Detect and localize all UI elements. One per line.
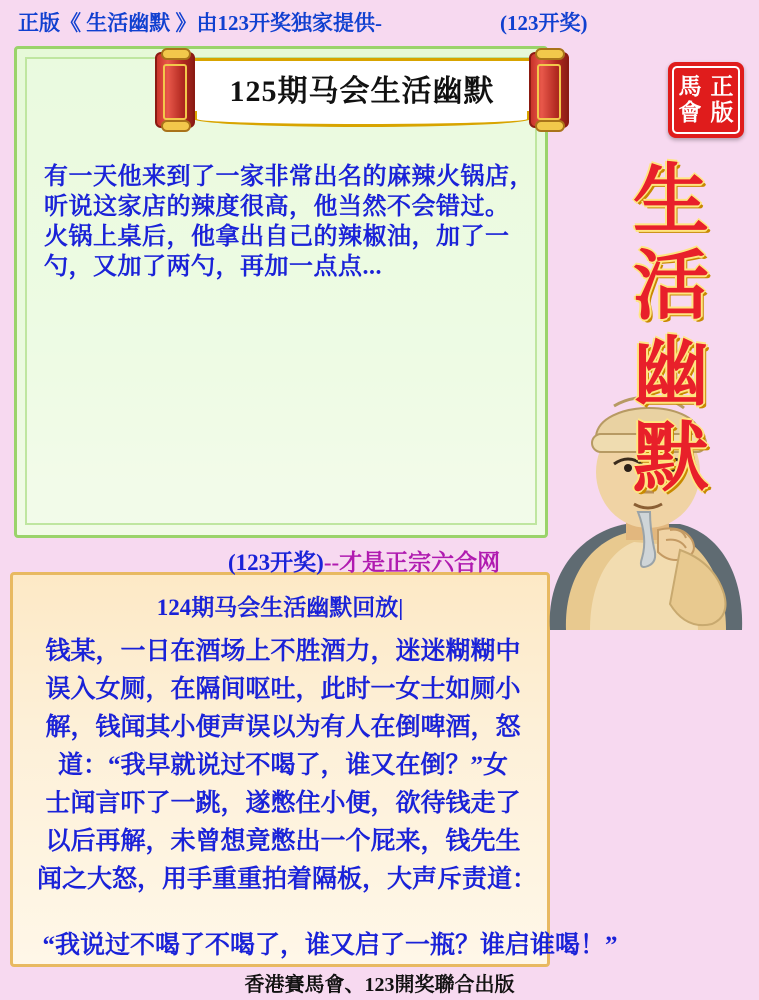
official-seal-stamp — [668, 62, 744, 138]
vertical-title-char: 活 — [633, 245, 709, 329]
banner-title-scroll — [155, 52, 569, 130]
vertical-title — [606, 158, 736, 502]
vertical-title-char: 默 — [633, 417, 709, 501]
joke-last-line: “我说过不喝了不喝了，谁又启了一瓶？谁启谁喝！” — [42, 932, 618, 959]
roller-knob-top — [535, 48, 565, 60]
seal-column-right — [674, 68, 706, 132]
joke-line: 以后再解，未曾想竟憋出一个屁来，钱先生 — [45, 828, 521, 855]
joke-line: 解，钱闻其小便声误以为有人在倒啤酒，怒 — [45, 714, 521, 741]
scroll-roller-right-icon — [529, 52, 569, 128]
site-credit-suffix: --才是正宗六合网 — [323, 550, 501, 575]
riddle-line: 听说这家店的辣度很高，他当然不会错过。 — [44, 194, 510, 220]
site-credit-note — [228, 544, 500, 577]
site-credit-source: (123开奖) — [228, 550, 324, 575]
roller-knob-bottom — [161, 120, 191, 132]
riddle-line: 勺，又加了两勺，再加一点点... — [44, 254, 382, 280]
header-right-text: (123开奖) — [500, 11, 588, 35]
header-left-text: 正版《 生活幽默 》由123开奖独家提供- — [18, 11, 382, 35]
footer-text: 香港賽馬會、123開奖聯合出版 — [244, 974, 515, 996]
riddle-line: 火锅上桌后，他拿出自己的辣椒油，加了一 — [44, 224, 510, 250]
joke-line: 闻之大怒，用手重重拍着隔板，大声斥责道： — [37, 866, 538, 893]
seal-char: 馬 — [678, 74, 702, 99]
banner-title-text: 125期马会生活幽默 — [229, 75, 495, 108]
previous-issue-text — [37, 633, 538, 899]
roller-knob-top — [161, 48, 191, 60]
riddle-text — [44, 162, 544, 282]
joke-line: 误入女厕，在隔间呕吐，此时一女士如厕小 — [45, 676, 521, 703]
seal-char: 版 — [710, 100, 734, 125]
roller-knob-bottom — [535, 120, 565, 132]
vertical-title-char: 幽 — [633, 331, 709, 415]
seal-column-left — [706, 68, 738, 132]
seal-char: 會 — [678, 100, 702, 125]
vertical-title-char: 生 — [633, 159, 709, 243]
scroll-roller-left-icon — [155, 52, 195, 128]
scroll-bottom-cap — [194, 111, 530, 127]
joke-line: 士闻言吓了一跳，遂憋住小便，欲待钱走了 — [45, 790, 521, 817]
seal-inner-border — [672, 66, 740, 134]
previous-issue-panel — [10, 572, 550, 967]
joke-line: 钱某，一日在酒场上不胜酒力，迷迷糊糊中 — [45, 638, 521, 665]
previous-issue-headline: 124期马会生活幽默回放| — [156, 595, 404, 620]
page-header — [0, 0, 759, 44]
riddle-line: 有一天他来到了一家非常出名的麻辣火锅店， — [44, 164, 534, 190]
joke-line: 道：“我早就说过不喝了，谁又在倒？”女 — [57, 752, 508, 779]
seal-char: 正 — [710, 74, 734, 99]
